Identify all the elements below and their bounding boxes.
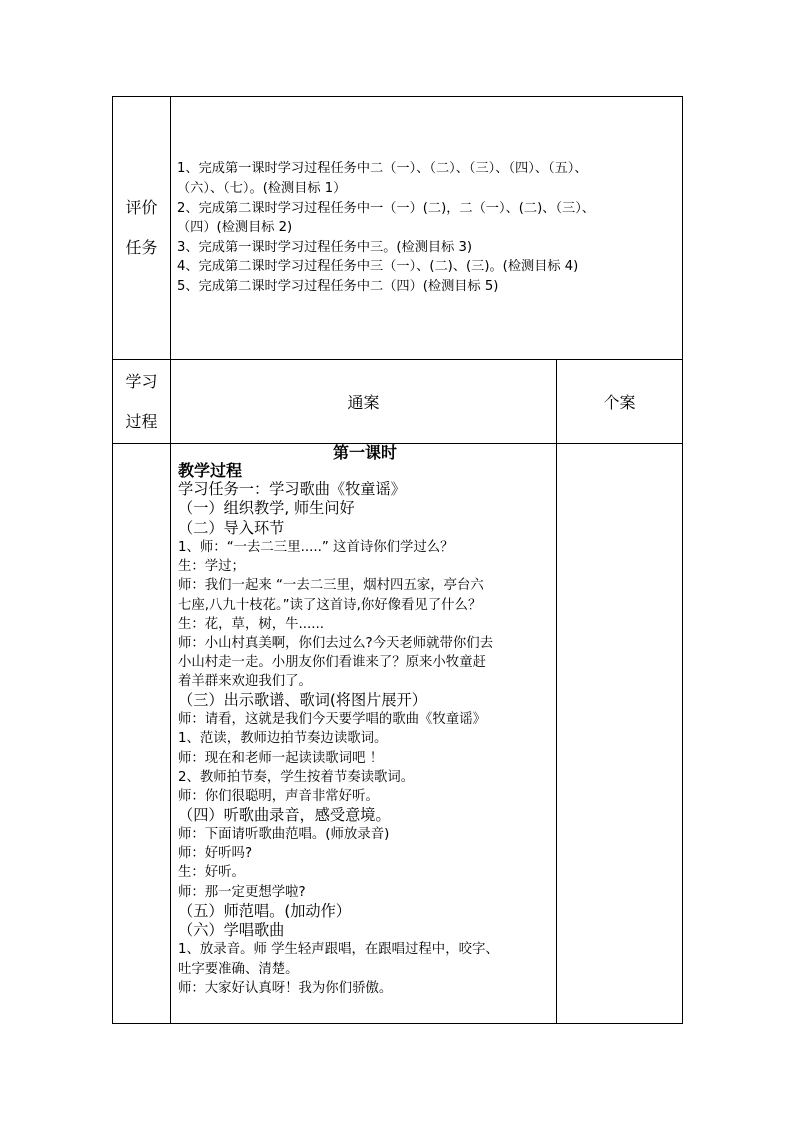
lesson-line: 师：请看，这就是我们今天要学唱的歌曲《牧童谣》	[178, 712, 486, 728]
lesson-body-row	[113, 444, 683, 1024]
lesson-line: 七座,八九十枝花。”读了这首诗,你好像看见了什么？	[178, 597, 482, 613]
common-plan-header: 通案	[171, 360, 557, 444]
section-title: 教学过程	[178, 461, 243, 480]
lesson-line: 师：大家好认真呀！我为你们骄傲。	[178, 980, 393, 996]
evaluation-task-line: （四）(检测目标 2)	[177, 220, 293, 236]
lesson-line: 生：好听。	[178, 865, 245, 881]
step-heading: （六）学唱歌曲	[178, 921, 285, 940]
lesson-line: 1、范读，教师边拍节奏边读歌词。	[178, 731, 388, 747]
period-title: 第一课时	[332, 443, 397, 462]
lesson-line: 生：学过；	[178, 559, 245, 575]
lesson-line: 1、师：“一去二三里.....” 这首诗你们学过么？	[178, 540, 454, 556]
step-heading: （三）出示歌谱、歌词(将图片展开）	[178, 690, 427, 709]
lesson-line: 着羊群来欢迎我们了。	[178, 673, 312, 689]
lesson-line: 师：小山村真美啊，你们去过么?今天老师就带你们去	[178, 635, 494, 651]
step-heading: （五）师范唱。(加动作）	[178, 901, 351, 920]
step-heading: （一）组织教学, 师生问好	[178, 499, 355, 518]
lesson-line: 师：好听吗?	[178, 846, 253, 862]
lesson-line: 生：花，草，树，牛......	[178, 616, 325, 632]
lesson-line: 师：下面请听歌曲范唱。(师放录音)	[178, 827, 390, 843]
evaluation-tasks	[171, 97, 683, 360]
step-heading: （四）听歌曲录音，感受意境。	[178, 805, 391, 824]
individual-plan-content	[557, 444, 683, 1024]
lesson-line: 小山村走一走。小朋友你们看谁来了？原来小牧童赶	[178, 654, 486, 670]
evaluation-task-line: 5、完成第二课时学习过程任务中二（四）(检测目标 5)	[177, 278, 499, 294]
process-label	[113, 360, 171, 444]
common-plan-content	[171, 444, 557, 1024]
evaluation-task-line: 3、完成第一课时学习过程任务中三。(检测目标 3)	[177, 239, 473, 255]
lesson-line: 师：你们很聪明，声音非常好听。	[178, 788, 379, 804]
evaluation-label-line2: 任务	[125, 238, 158, 257]
lesson-line: 师：现在和老师一起读读歌词吧 ！	[178, 750, 384, 766]
lesson-line: 吐字要准确、清楚。	[178, 961, 299, 977]
empty-label-cell	[113, 444, 171, 1024]
lesson-plan-table	[112, 96, 683, 1024]
lesson-line: 2、教师拍节奏，学生按着节奏读歌词。	[178, 769, 415, 785]
evaluation-label	[113, 97, 171, 360]
lesson-line: 1、放录音。师 学生轻声跟唱，在跟唱过程中，咬字、	[178, 942, 499, 958]
evaluation-task-line: 4、完成第二课时学习过程任务中三（一）、(二)、(三)。(检测目标 4)	[177, 259, 579, 275]
evaluation-task-line: 2、完成第二课时学习过程任务中一（一）(二)，二（一）、(二)、（三）、	[177, 200, 595, 216]
lesson-line: 师：我们一起来 “一去二三里，烟村四五家，亭台六	[178, 578, 484, 594]
lesson-line: 师：那一定更想学啦?	[178, 884, 306, 900]
evaluation-label-line1: 评价	[125, 198, 158, 217]
individual-plan-header: 个案	[557, 360, 683, 444]
process-label-line1: 学习	[125, 371, 158, 391]
task-heading: 学习任务一：学习歌曲《牧童谣》	[178, 480, 406, 498]
evaluation-row	[113, 97, 683, 360]
evaluation-task-line: （六）、（七）。(检测目标 1）	[177, 181, 347, 197]
process-header-row	[113, 360, 683, 444]
process-label-line2: 过程	[125, 411, 158, 431]
evaluation-task-line: 1、完成第一课时学习过程任务中二（一）、（二）、（三）、（四）、（五）、	[177, 161, 588, 177]
step-heading: （二）导入环节	[178, 518, 285, 537]
